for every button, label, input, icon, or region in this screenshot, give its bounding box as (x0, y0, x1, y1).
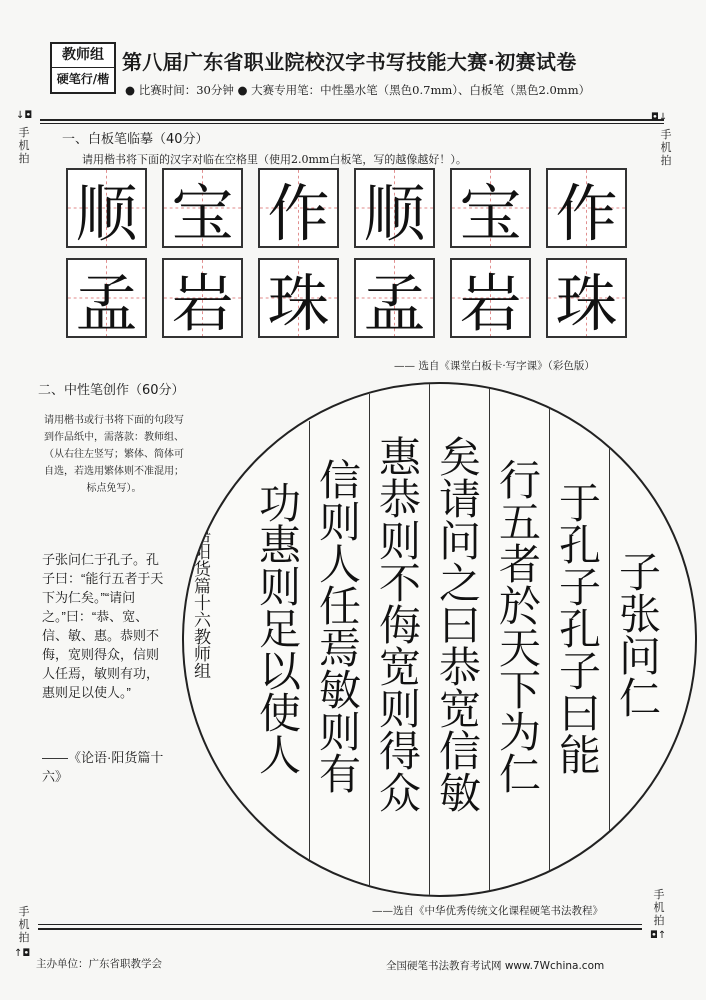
grid-character: 岩 (171, 266, 234, 340)
badge-group: 教师组 (52, 44, 114, 68)
side-label-text: 手机拍 (18, 905, 30, 944)
grid-cell (354, 258, 435, 338)
column-divider (489, 388, 490, 894)
top-rule (40, 119, 664, 121)
section2-source: ——选自《中华优秀传统文化课程硬笔书法教程》 (372, 905, 603, 917)
side-label-text: 手机拍 (653, 888, 665, 927)
side-label-top-right: 手机拍 (660, 128, 672, 167)
website: 全国硬笔书法教育考试网 www.7Wchina.com (386, 960, 605, 972)
grid-cell (450, 258, 531, 338)
source-citation: ——《论语·阳货篇十六》 (42, 750, 164, 784)
grid-cell (162, 168, 243, 248)
grid-character: 宝 (171, 176, 234, 250)
exam-subtitle: ● 比赛时间：30分钟 ● 大赛专用笔：中性墨水笔（黑色0.7mm）、白板笔（黑色2.0mm） (125, 83, 591, 97)
writing-sheet (182, 382, 697, 897)
grid-character: 宝 (459, 176, 522, 250)
text-column: 信则人任焉敏则有 (313, 457, 362, 794)
section2-instruction: 请用楷书或行书将下面的句段写到作品纸中，需落款：教师组、（从右往左竖写；繁体、简体可自选，若选用繁体则不准混用；标点免写）。 (44, 415, 184, 494)
camera-icon: ↓◘ (16, 110, 33, 121)
camera-icon: ◘↓ (651, 112, 668, 123)
camera-icon: ◘↑ (650, 930, 667, 941)
grid-cell (258, 168, 339, 248)
text-column: 惠恭则不侮宽则得众 (373, 434, 422, 813)
top-rule-thin (40, 123, 664, 124)
group-badge (50, 42, 116, 94)
column-divider (369, 394, 370, 888)
side-label-top-left: 手机拍 (18, 126, 30, 165)
grid-cell (354, 168, 435, 248)
bottom-rule-thin (38, 924, 642, 925)
text-column: 功惠则足以使人 (253, 480, 302, 775)
grid-character: 孟 (363, 266, 426, 340)
grid-cell (450, 168, 531, 248)
grid-cell (546, 258, 627, 338)
grid-cell (66, 258, 147, 338)
grid-character: 顺 (75, 176, 138, 250)
column-divider (609, 446, 610, 837)
section1-source: —— 选自《课堂白板卡·写字课》（彩色版） (394, 360, 595, 372)
section1-instruction: 请用楷书将下面的汉字对临在空格里（使用2.0mm白板笔，写的越像越好！）。 (82, 153, 467, 166)
section1-heading: 一、白板笔临摹（40分） (62, 132, 209, 147)
grid-cell (546, 168, 627, 248)
signature-column: 论语阳货篇十六教师组 (190, 509, 210, 679)
text-column: 于孔子孔子曰能 (553, 480, 602, 775)
grid-character: 顺 (363, 176, 426, 250)
text-column: 矣请问之曰恭宽信敏 (433, 434, 482, 813)
grid-character: 珠 (555, 266, 618, 340)
side-label-bottom-right (652, 888, 666, 927)
column-divider (309, 421, 310, 863)
organizer: 主办单位：广东省职教学会 (36, 958, 162, 970)
copy-grid (66, 168, 628, 346)
grid-cell (258, 258, 339, 338)
section2-heading: 二、中性笔创作（60分） (38, 383, 185, 398)
grid-character: 作 (267, 176, 330, 250)
column-divider (429, 384, 430, 897)
grid-cell (66, 168, 147, 248)
grid-character: 岩 (459, 266, 522, 340)
text-column: 行五者於天下为仁 (493, 457, 542, 794)
source-text: 子张问仁于孔子。孔子曰：“能行五者于天下为仁矣。”“请问之。”曰：“恭、宽、信、敏、惠。恭则不侮，宽则得众，信则人任焉，敏则有功，惠则足以使人。” (42, 552, 164, 700)
column-divider (549, 408, 550, 876)
grid-cell (162, 258, 243, 338)
bottom-rule (38, 928, 642, 930)
side-label-bottom-left (17, 905, 31, 944)
camera-icon: ↑◘ (14, 948, 31, 959)
text-column: 子张问仁 (613, 549, 662, 718)
badge-category: 硬笔行/楷 (56, 72, 110, 86)
grid-character: 孟 (75, 266, 138, 340)
grid-character: 作 (555, 176, 618, 250)
exam-title: 第八届广东省职业院校汉字书写技能大赛·初赛试卷 (122, 50, 577, 74)
grid-character: 珠 (267, 266, 330, 340)
